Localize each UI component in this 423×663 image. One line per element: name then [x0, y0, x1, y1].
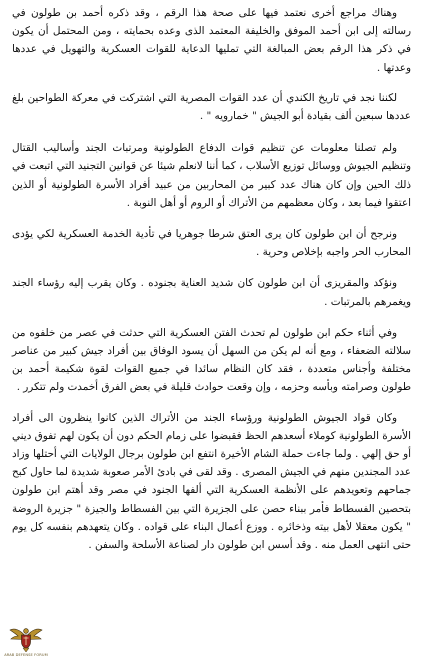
paragraph-4: ونرجح أن ابن طولون كان يرى العتق شرطا جوهريا في تأدية الخدمة العسكرية لكي يؤدى المحارب الحر واجبه بإخلاص وحرية . [12, 228, 411, 259]
paragraph-5: ونؤكد والمقريزى أن ابن طولون كان شديد العناية بجنوده . وكان يقرب إليه رؤساء الجند ويغمرهم بالمرتبات . [12, 277, 411, 308]
document-page [12, 4, 411, 663]
paragraph-7: وكان قواد الجيوش الطولونية ورؤساء الجند من الأتراك الذين كانوا ينظرون الى أفراد الأسرة الطولونية كوملاء أسعدهم الحظ فقبضوا على زمام الحكم دون أن يكون لهم تفوق ديني أو حق إلهي . ولما جاءت حملة الشام الأخيرة انتفع ابن طولون برجال الولايات التي أحتلها وزاد عدد المجندين منهم في الجيش المصرى . وقد لقى في بادئ الأمر صعوبة شديدة لما حاول كبح جماحهم وتعويدهم على الأنظمة العسكرية التي ألفها الجنود في مصر وقد أهتم ابن طولون بتحصين الفسطاط فأمر ببناء حصن على الجزيرة التي بين الفسطاط والجيزة " جزيرة الروضة " يكون معقلا لأهل بيته وذخائره . ووزع أعمال البناء على قواده . وكان يتعهدهم بنفسه كل يوم حتى انتهى العمل منه . وقد أسس ابن طولون دار لصناعة الأسلحة والسفن . [12, 411, 411, 552]
paragraph-2: لكننا نجد في تاريخ الكندي أن عدد القوات المصرية التي اشتركت في معركة الطواحين بلغ عددها سبعين ألف بقيادة أبو الجيش " خمارويه " . [12, 91, 411, 123]
paragraph-3: ولم تصلنا معلومات عن تنظيم قوات الدفاع الطولونية ومرتبات الجند وأساليب القتال وتنظيم الجيوش ووسائل توزيع الأسلاب ، كما أننا لانعلم شيئا عن قوانين التجنيد التي اتبعت في ذلك الحين وإن كان هناك عدد كبير من المحاربين من عبيد أفراد الأسرة الطولونية أو الذين اعتقوا فيما بعد ، وكان معظمهم من الأتراك أو الروم أو أهل النوبة . [12, 142, 411, 209]
forum-logo [4, 623, 48, 661]
eagle-emblem-icon [9, 623, 43, 653]
paragraph-1: وهناك مراجع أخرى نعتمد فيها على صحة هذا الرقم ، وقد ذكره أحمد بن طولون في رسالته إلى ابن أحمد الموفق والخليفة المعتمد الذى وعده بحمايته ، ومن المحتمل أن يكون في ذكر هذا الرقم بعض المبالغة التي تمليها الدعاية للقوات العسكرية والتهويل في عددها وعدتها . [12, 7, 411, 74]
logo-caption: ARAB DEFENSE FORUM [4, 653, 48, 657]
paragraph-6: وفي أثناء حكم ابن طولون لم تحدث الفتن العسكرية التي حدثت في عصر من خلفوه من سلالته الضعفاء ، ومع أنه لم يكن من السهل أن يسود الوفاق بين أفراد جيش كبير من عناصر مختلفة وأجناس متعددة ، فقد كان النظام سائدا في جميع القوات لقوة شكيمة أحمد بن طولون وصرامته وبأسه وحزمه ، وإن وقعت حوادث قليلة في بعض الفرق أخمدت ولم تتكرر . [12, 326, 411, 394]
